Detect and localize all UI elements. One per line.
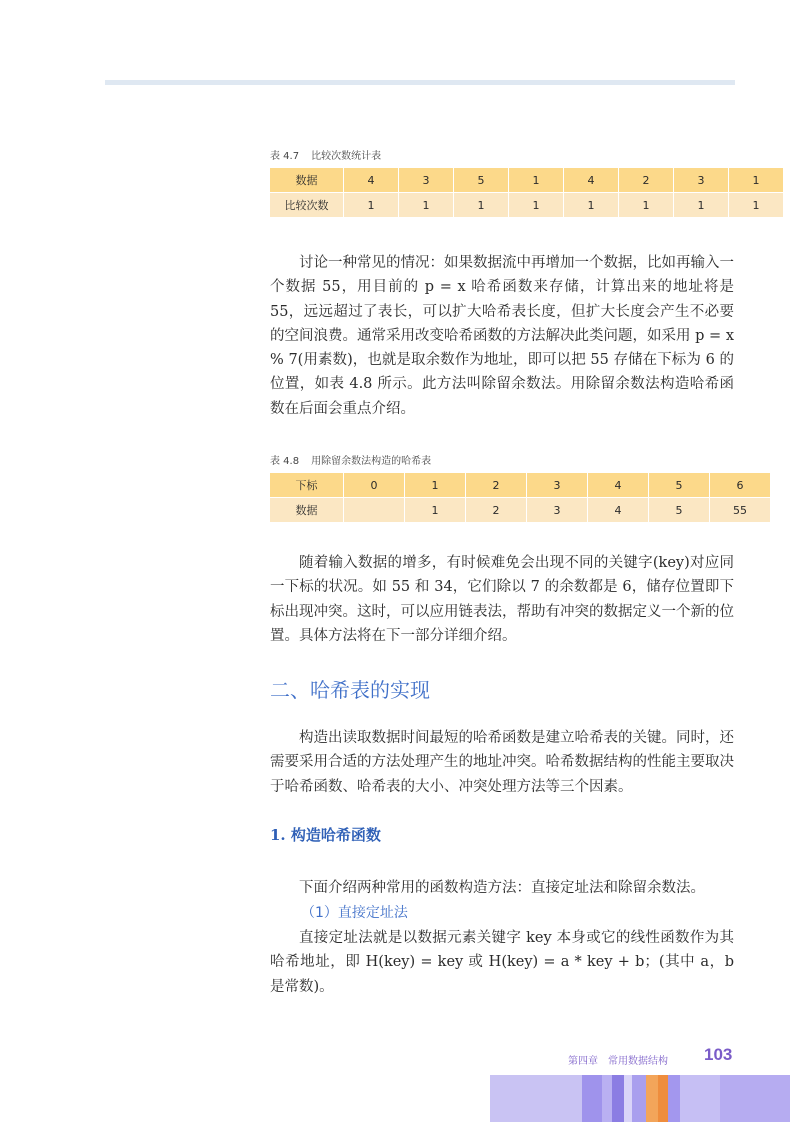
- table-row: [270, 498, 771, 523]
- footer-chapter: [568, 1052, 668, 1067]
- paragraph-2: 随着输入数据的增多，有时候难免会出现不同的关键字(key)对应同一下标的状况。如 55 和 34，它们除以 7 的余数都是 6，储存位置即下标出现冲突。这时，可以应用链表法，帮助有冲突的数据定义一个新的位置。具体方法将在下一部分详细介绍。: [270, 555, 734, 644]
- table-caption-text: 比较次数统计表: [311, 151, 382, 162]
- table-cell: 1: [729, 193, 784, 218]
- table-cell: 1: [729, 168, 784, 193]
- table-cell: 1: [405, 498, 466, 523]
- table-cell: 0: [344, 473, 405, 498]
- page-number: 103: [704, 1045, 733, 1064]
- table-cell: 2: [466, 473, 527, 498]
- table-cell: 2: [466, 498, 527, 523]
- chapter-title: 常用数据结构: [608, 1056, 668, 1067]
- table-cell: 4: [588, 473, 649, 498]
- decorative-color-band: [490, 1075, 800, 1122]
- table-cell: 3: [399, 168, 454, 193]
- row-header-cell: 比较次数: [270, 193, 344, 218]
- method-title: （1）直接定址法: [301, 905, 408, 921]
- table-cell: 2: [619, 168, 674, 193]
- top-rule: [105, 80, 735, 85]
- table-cell: 6: [710, 473, 771, 498]
- row-header-cell: 数据: [270, 498, 344, 523]
- table-caption-text: 用除留余数法构造的哈希表: [311, 456, 432, 467]
- table-4-7: [269, 167, 784, 218]
- table-cell: 1: [399, 193, 454, 218]
- table-caption-number: 表 4.8: [270, 456, 300, 467]
- row-header-cell: 下标: [270, 473, 344, 498]
- table-cell: 4: [588, 498, 649, 523]
- table-4-8: [269, 472, 771, 523]
- table-cell: 1: [619, 193, 674, 218]
- chapter-number: 第四章: [568, 1056, 598, 1067]
- subsection-title: 1. 构造哈希函数: [270, 826, 381, 844]
- table-cell: 1: [509, 168, 564, 193]
- table-cell: 3: [527, 498, 588, 523]
- paragraph-1: 讨论一种常见的情况：如果数据流中再增加一个数据，比如再输入一个数据 55，用目前的 p = x 哈希函数来存储，计算出来的地址将是 55，远远超过了表长，可以扩大哈希表长度，但扩大长度会产生不必要的空间浪费。通常采用改变哈希函数的方法解决此类问题，如采用 p = x % 7(用素数)，也就是取余数作为地址，即可以把 55 存储在下标为 6 的位置，如表 4.8 所示。此方法叫除留余数法。用除留余数法构造哈希函数在后面会重点介绍。: [270, 255, 734, 417]
- table-cell: 1: [674, 193, 729, 218]
- table-cell: 5: [454, 168, 509, 193]
- table-cell: 3: [674, 168, 729, 193]
- table-4-8-caption: [270, 452, 431, 467]
- table-cell: 3: [527, 473, 588, 498]
- table-cell: 1: [405, 473, 466, 498]
- table-header-row: [270, 168, 784, 193]
- table-caption-number: 表 4.7: [270, 151, 300, 162]
- paragraph-4: 下面介绍两种常用的函数构造方法：直接定址法和除留余数法。: [299, 880, 705, 896]
- table-cell: 1: [509, 193, 564, 218]
- table-cell: 1: [344, 193, 399, 218]
- table-row: [270, 193, 784, 218]
- table-cell: 5: [649, 473, 710, 498]
- table-cell: 55: [710, 498, 771, 523]
- paragraph-5: 直接定址法就是以数据元素关键字 key 本身或它的线性函数作为其哈希地址，即 H(key) = key 或 H(key) = a * key + b；(其中 a，b 是常数)。: [270, 930, 734, 995]
- section-title: 二、哈希表的实现: [270, 678, 430, 702]
- table-cell: [344, 498, 405, 523]
- table-header-row: [270, 473, 771, 498]
- paragraph-3: 构造出读取数据时间最短的哈希函数是建立哈希表的关键。同时，还需要采用合适的方法处理产生的地址冲突。哈希数据结构的性能主要取决于哈希函数、哈希表的大小、冲突处理方法等三个因素。: [270, 730, 734, 795]
- table-cell: 1: [454, 193, 509, 218]
- table-4-7-caption: [270, 147, 381, 162]
- table-cell: 5: [649, 498, 710, 523]
- table-cell: 4: [564, 168, 619, 193]
- row-header-cell: 数据: [270, 168, 344, 193]
- table-cell: 4: [344, 168, 399, 193]
- table-cell: 1: [564, 193, 619, 218]
